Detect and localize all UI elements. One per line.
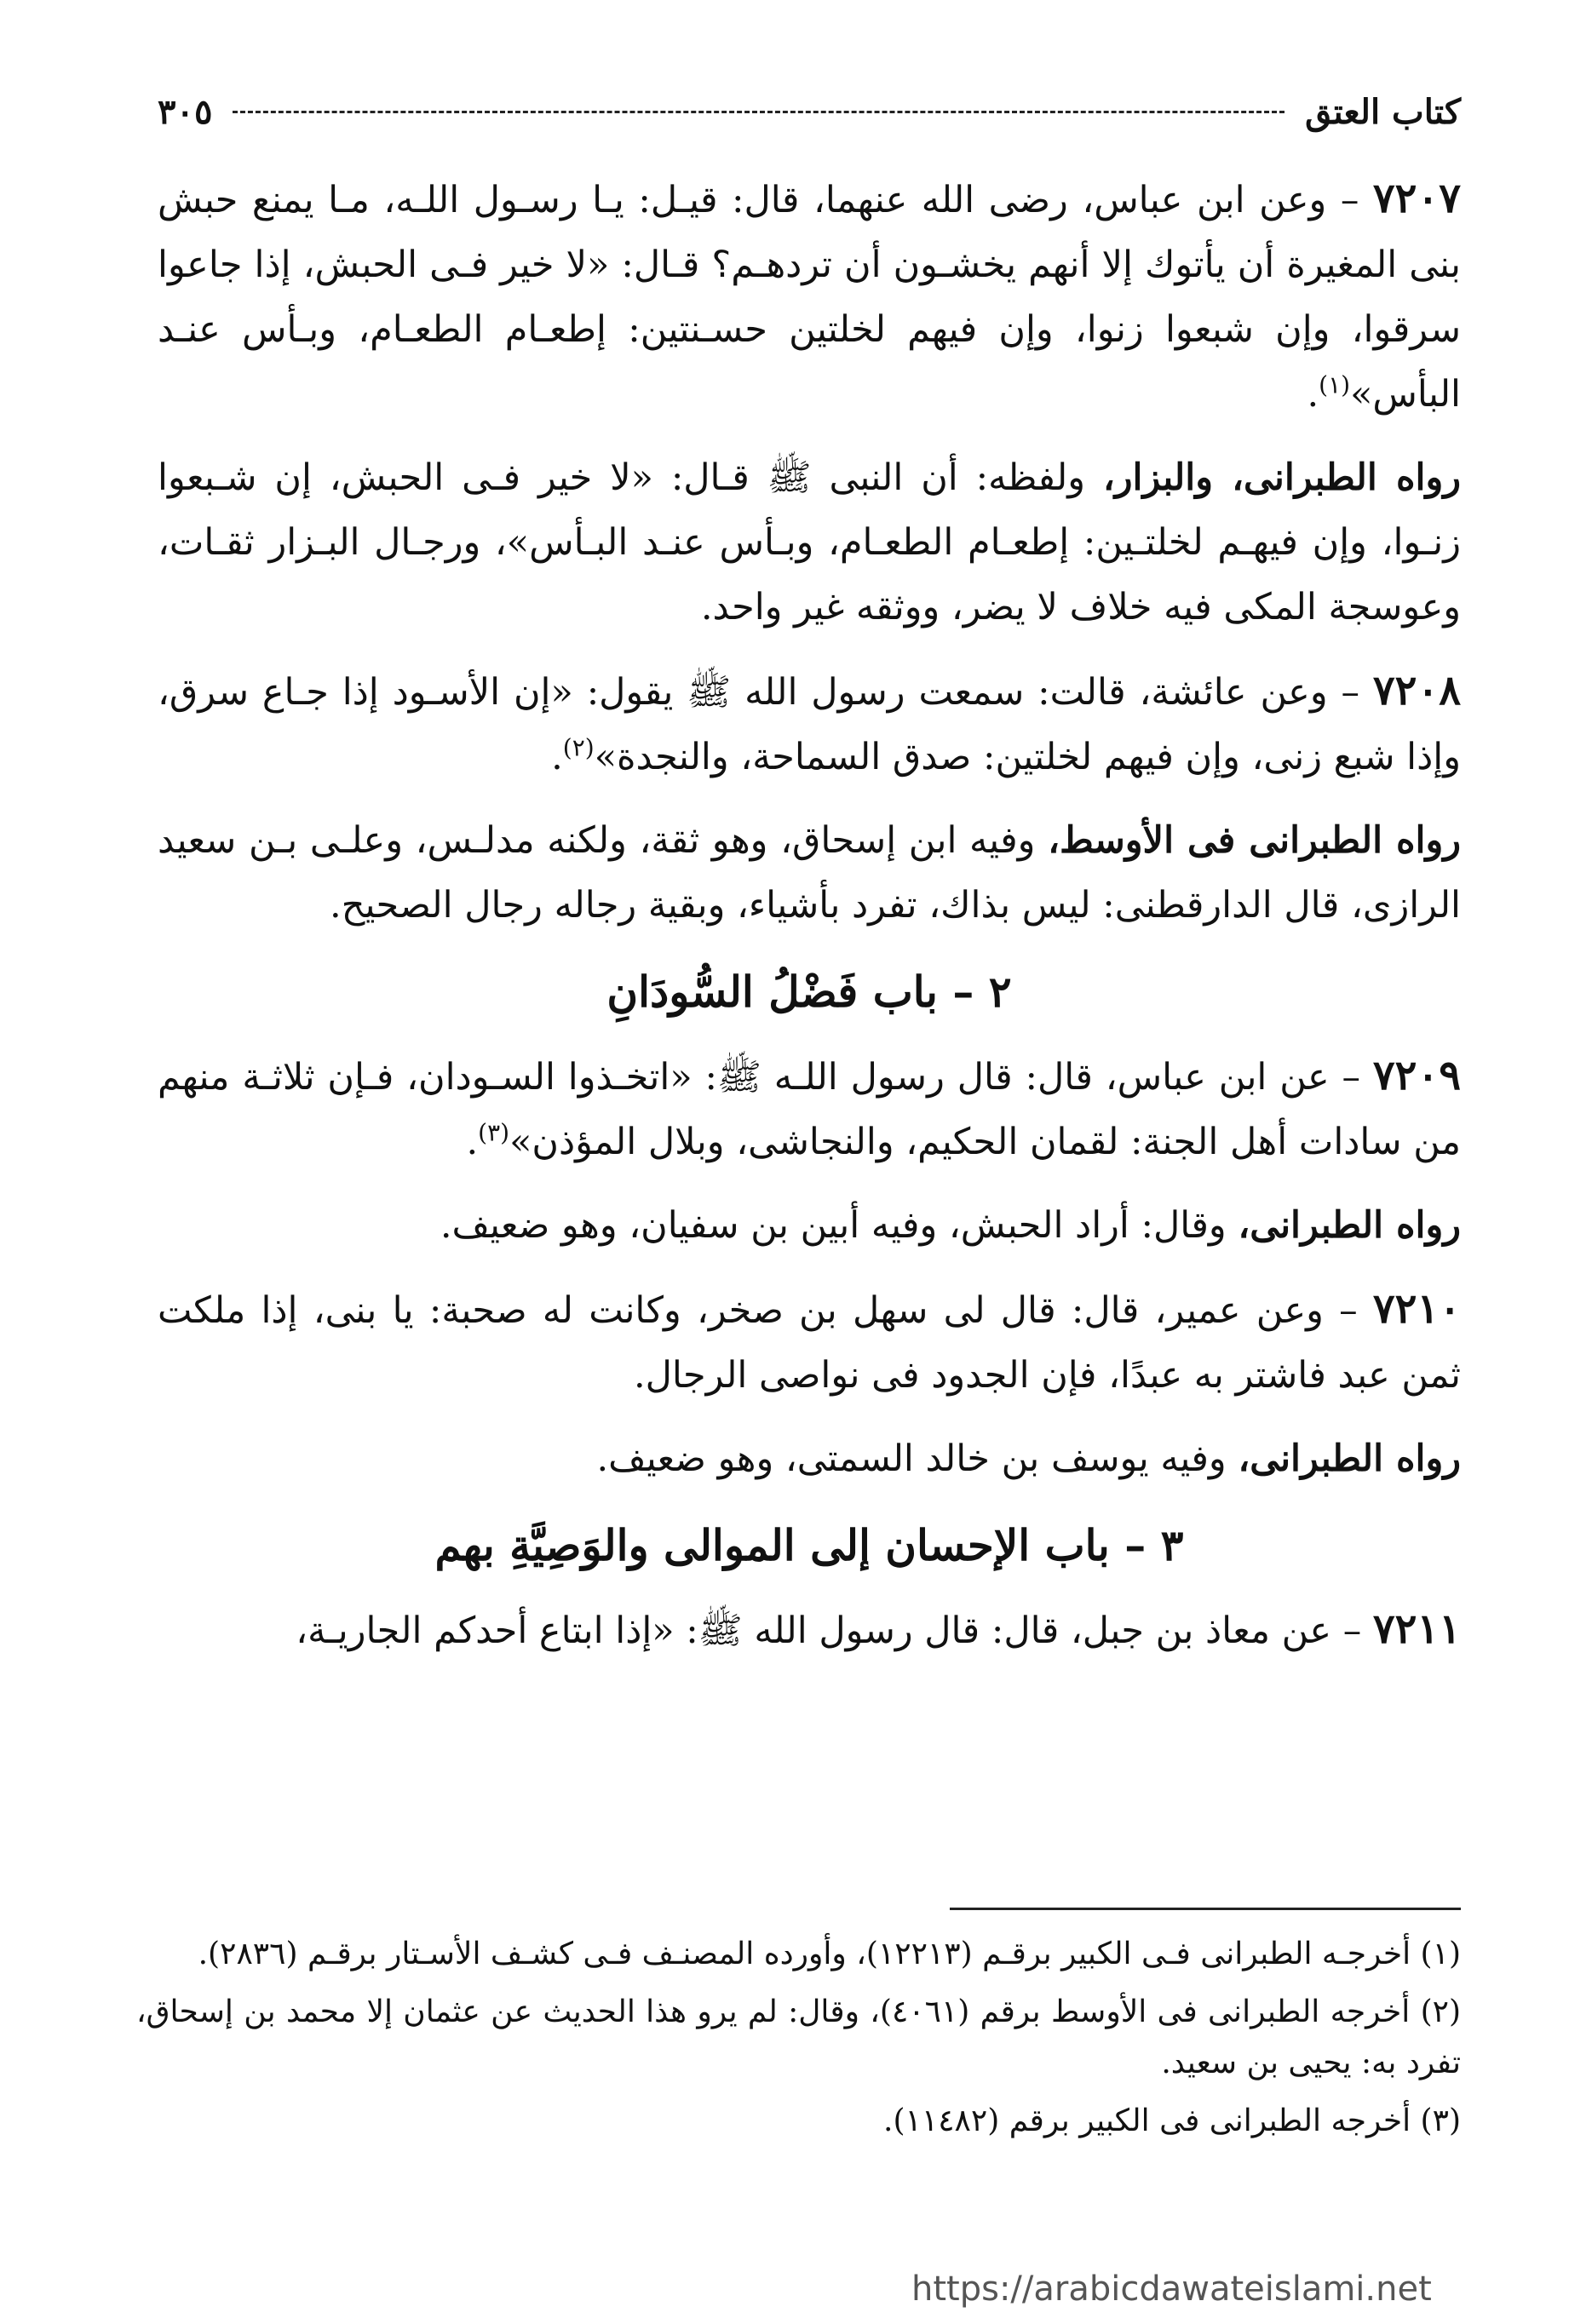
narration-source: رواه الطبرانى،: [1238, 1437, 1461, 1480]
hadith-number: ٧٢٠٨: [1372, 667, 1461, 714]
hadith-number: ٧٢٠٩: [1372, 1052, 1461, 1099]
narration-7210: [158, 1426, 1461, 1491]
footnote-divider: [950, 1908, 1461, 1910]
narration-7208: [158, 808, 1461, 938]
narration-text: وقال: أراد الحبش، وفيه أبين بن سفيان، وهو ضعيف.: [440, 1204, 1227, 1247]
running-header: [158, 82, 1461, 141]
narration-source: رواه الطبرانى، والبزار،: [1102, 456, 1461, 499]
hadith-7209: ٧٢٠٩ – عن ابن عباس، قال: قال رسول اللـه ﷺ: «اتخـذوا السـودان، فـإن ثلاثـة منهم من سادات أهل الجنة: لقمان الحكيم، والنجاشى، وبلال المؤذن»$^{(٣)}$.: [158, 1052, 1461, 1163]
chapter-heading-2: ٢ – باب فَضْلُ السُّودَانِ: [606, 967, 1012, 1017]
hadith-7210: [158, 1277, 1461, 1408]
hadith-text: – عن معاذ بن جبل، قال: قال رسول الله ﷺ: «إذا ابتاع أحدكم الجاريـة،: [296, 1610, 1362, 1652]
footnote-3: (٣) أخرجه الطبرانى فى الكبير برقم (١١٤٨٢).: [883, 2103, 1461, 2138]
header-divider: [233, 111, 1285, 113]
narration-text: ولفظه: أن النبى ﷺ قـال: «لا خير فـى الحبش، إن شـبعوا زنـوا، وإن فيهـم لخلتـين: إطعـام الطعـام، وبـأس عنـد البـأس»، ورجـال البـزار ثقـات، وعوسجة المكى فيه خلاف لا يضر، ووثقه غير واحد.: [158, 456, 1461, 628]
hadith-text: – وعن عائشة، قالت: سمعت رسول الله ﷺ يقول: «إن الأسـود إذا جـاع سرق، وإذا شبع زنى، وإن فيهم لخلتين: صدق السماحة، والنجدة»: [158, 671, 1461, 778]
footnote-ref: (٣): [478, 1118, 510, 1147]
narration-source: رواه الطبرانى فى الأوسط،: [1048, 819, 1461, 862]
narration-7209: [158, 1193, 1461, 1258]
hadith-7211: [158, 1597, 1461, 1663]
hadith-7208: ٧٢٠٨ – وعن عائشة، قالت: سمعت رسول الله ﷺ يقول: «إن الأسـود إذا جـاع سرق، وإذا شبع زنى، وإن فيهم لخلتين: صدق السماحة، والنجدة»$^{(٢)}$.: [158, 667, 1461, 778]
narration-source: رواه الطبرانى،: [1238, 1204, 1461, 1247]
hadith-7207: ٧٢٠٧ – وعن ابن عباس، رضى الله عنهما، قال: قيـل: يـا رسـول اللـه، مـا يمنع حبش بنى المغيرة أن يأتوك إلا أنهم يخشـون أن تردهـم؟ قـال: «لا خير فـى الحبش، إذا جاعوا سرقوا، وإن شبعوا زنوا، وإن فيهم لخلتين حسـنتين: إطعـام الطعـام، وبـأس عنـد البأس»$^{(١)}$.: [158, 175, 1461, 416]
footnote-1: (١) أخرجـه الطبرانى فـى الكبير برقـم (١٢٢١٣)، وأورده المصنـف فـى كشـف الأسـتار برقـم (٢٨٣٦).: [198, 1937, 1461, 1971]
footnote-ref: (١): [1319, 370, 1351, 399]
hadith-text: – وعن ابن عباس، رضى الله عنهما، قال: قيـل: يـا رسـول اللـه، مـا يمنع حبش بنى المغيرة أن يأتوك إلا أنهم يخشـون أن تردهـم؟ قـال: «لا خير فـى الحبش، إذا جاعوا سرقوا، وإن شبعوا زنوا، وإن فيهم لخلتين حسـنتين: إطعـام الطعـام، وبـأس عنـد البأس»: [158, 179, 1461, 416]
hadith-number: ٧٢٠٧: [1372, 175, 1461, 222]
narration-text: وفيه ابن إسحاق، وهو ثقة، ولكنه مدلـس، وعلـى بـن سعيد الرازى، قال الدارقطنى: ليس بذاك، تفرد بأشياء، وبقية رجاله رجال الصحيح.: [158, 819, 1461, 927]
chapter-heading-3: ٣ – باب الإحسان إلى الموالى والوَصِيَّةِ بهم: [434, 1520, 1184, 1570]
main-text: [158, 166, 1461, 1682]
footnote-ref: (٢): [562, 733, 595, 762]
footnote-2: (٢) أخرجه الطبرانى فى الأوسط برقم (٤٠٦١)، وقال: لم يرو هذا الحديث عن عثمان إلا محمد بن إسحاق، تفرد به: يحيى بن سعيد.: [136, 1994, 1462, 2080]
hadith-number: ٧٢١٠: [1372, 1285, 1461, 1333]
page-number: ٣٠٥: [158, 91, 213, 132]
source-watermark: https://arabicdawateislami.net: [911, 2269, 1432, 2309]
footnotes: [136, 1908, 1461, 2154]
hadith-text: – وعن عمير، قال: قال لى سهل بن صخر، وكانت له صحبة: يا بنى، إذا ملكت ثمن عبد فاشتر به عبدًا، فإن الجدود فى نواصى الرجال.: [158, 1289, 1461, 1397]
hadith-number: ٧٢١١: [1372, 1605, 1461, 1653]
narration-text: وفيه يوسف بن خالد السمتى، وهو ضعيف.: [596, 1437, 1227, 1480]
book-title: كتاب العتق: [1305, 91, 1461, 132]
narration-7207: [158, 445, 1461, 640]
hadith-text: – عن ابن عباس، قال: قال رسول اللـه ﷺ: «اتخـذوا السـودان، فـإن ثلاثـة منهم من سادات أهل الجنة: لقمان الحكيم، والنجاشى، وبلال المؤذن»: [158, 1056, 1461, 1163]
